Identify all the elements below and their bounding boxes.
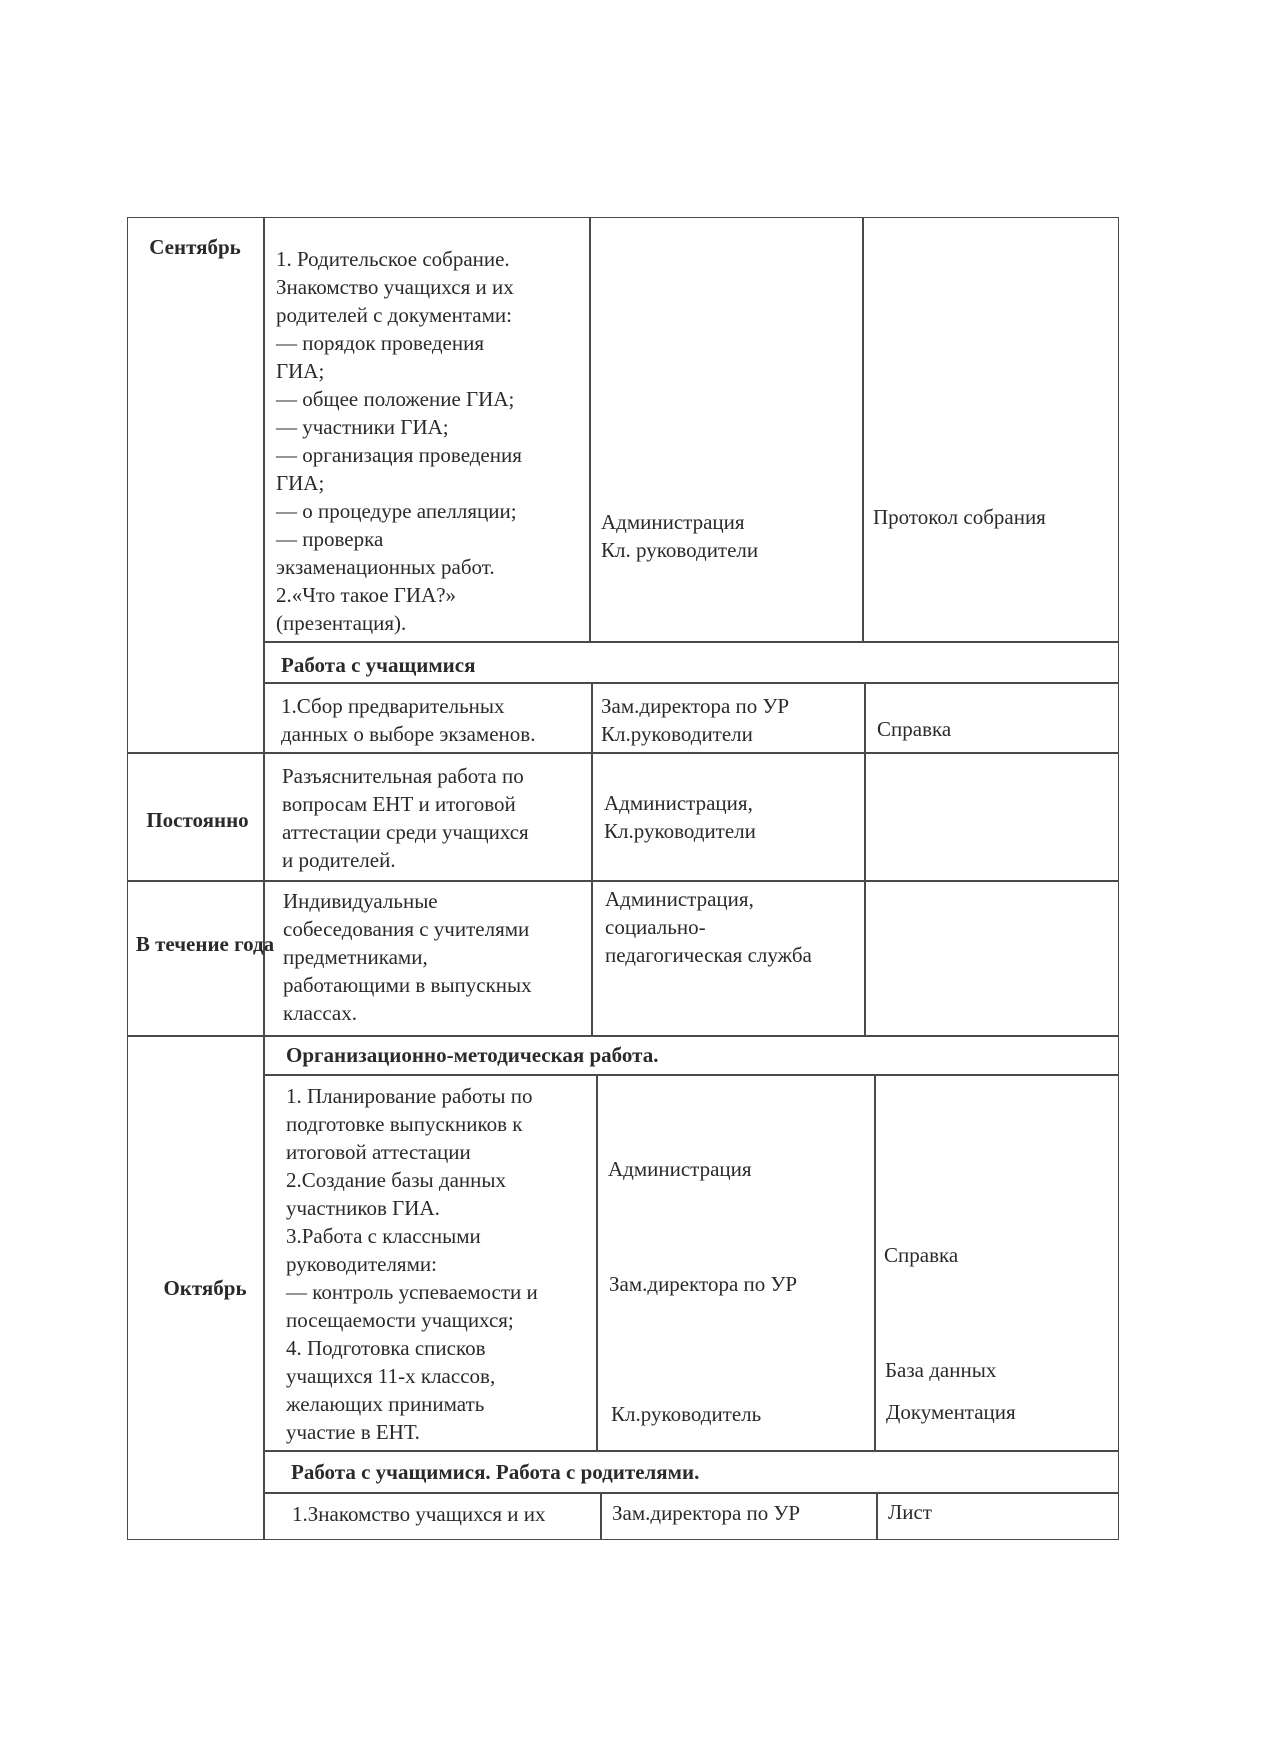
month-column-divider <box>263 217 265 1540</box>
row-divider <box>263 641 1119 643</box>
activity-column-divider <box>596 1074 598 1450</box>
activity-column-divider <box>589 217 591 642</box>
section-header-methodical: Организационно-методическая работа. <box>286 1043 659 1067</box>
section-header-students-parents: Работа с учащимися. Работа с родителями. <box>291 1460 700 1484</box>
october-responsible-3: Кл.руководитель <box>611 1402 762 1426</box>
october-item2-result: Лист <box>888 1500 932 1524</box>
constantly-responsible: Администрация, Кл.руководители <box>604 791 756 843</box>
during-year-activity: Индивидуальные собеседования с учителями предметниками, работающими в выпускных классах. <box>283 889 532 1025</box>
row-divider <box>263 682 1119 684</box>
september-activity: 1. Родительское собрание. Знакомство учащихся и их родителей с документами: — порядок проведения ГИА; — общее положение ГИА; — участники ГИА; — организация проведения ГИА; — о процедуре апелляции; — проверка экзаменационных работ. 2.«Что такое ГИА?» (презентация). <box>276 247 522 635</box>
responsible-column-divider <box>874 1074 876 1450</box>
september-item2-responsible: Зам.директора по УР Кл.руководители <box>601 694 790 746</box>
activity-column-divider <box>600 1492 602 1540</box>
september-item2-activity: 1.Сбор предварительных данных о выборе экзаменов. <box>281 694 536 746</box>
row-divider <box>127 880 1119 882</box>
september-item2-result: Справка <box>877 717 952 741</box>
october-item2-activity: 1.Знакомство учащихся и их <box>292 1502 546 1526</box>
month-october: Октябрь <box>163 1276 247 1300</box>
row-divider <box>127 1035 1119 1037</box>
responsible-column-divider <box>862 217 864 642</box>
month-constantly: Постоянно <box>146 808 249 832</box>
section-header-students: Работа с учащимися <box>281 653 476 677</box>
constantly-activity: Разъяснительная работа по вопросам ЕНТ и итоговой аттестации среди учащихся и родителей. <box>282 764 529 872</box>
row-divider <box>263 1450 1119 1452</box>
october-result-3: Документация <box>886 1400 1016 1424</box>
row-divider <box>127 752 1119 754</box>
month-during-year: В течение года <box>135 932 275 956</box>
october-result-2: База данных <box>885 1358 997 1382</box>
october-responsible-2: Зам.директора по УР <box>609 1272 798 1296</box>
during-year-responsible: Администрация, социально- педагогическая служба <box>605 887 812 967</box>
september-responsible: Администрация Кл. руководители <box>601 510 759 562</box>
september-result: Протокол собрания <box>873 505 1046 529</box>
october-activity: 1. Планирование работы по подготовке выпускников к итоговой аттестации 2.Создание базы данных участников ГИА. 3.Работа с классными руководителями: — контроль успеваемости и посещаемости учащихся; 4. Подготовка списков учащихся 11-х классов, желающих принимать участие в ЕНТ. <box>286 1084 538 1444</box>
october-responsible-1: Администрация <box>608 1157 752 1181</box>
responsible-column-divider <box>876 1492 878 1540</box>
responsible-column-divider <box>864 682 866 1036</box>
october-result-1: Справка <box>884 1243 959 1267</box>
row-divider <box>263 1492 1119 1494</box>
row-divider <box>263 1074 1119 1076</box>
month-september: Сентябрь <box>149 235 241 259</box>
october-item2-responsible: Зам.директора по УР <box>612 1501 801 1525</box>
activity-column-divider <box>591 682 593 1036</box>
